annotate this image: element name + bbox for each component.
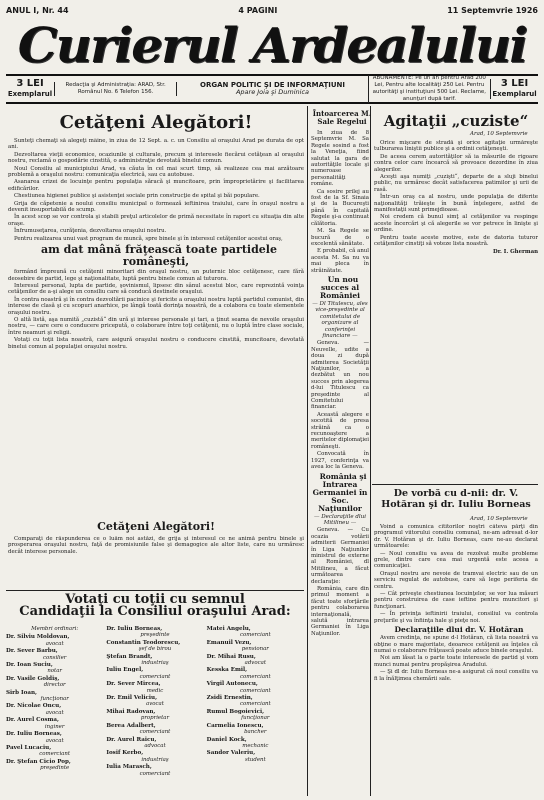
candidate-role: avocat bbox=[45, 709, 64, 716]
article-paragraph: — În privinţa ieftinirii traiului, consiliul va controla preţurile şi va înfiinţa hale şi pieţe noi. bbox=[374, 611, 538, 624]
candidates-list bbox=[6, 626, 304, 796]
candidate-role: notar bbox=[47, 668, 62, 675]
candidate-role: comerciant bbox=[139, 729, 171, 736]
redaction-info: Redacţia şi Administraţia: ARAD, Str. Românul No. 6 Telefon 156. bbox=[54, 82, 176, 96]
candidate-role: avocat bbox=[45, 737, 64, 744]
article-paragraph: Avem credinţa, ne spune d-l Hotăran, că lista noastră va obţine o mare majoritate, deoarece cetăţenii au înţeles că numai o colaborare frăţească poate aduce binele oraşului. bbox=[374, 635, 538, 654]
column-rule bbox=[370, 106, 371, 796]
article-subheading: Declaraţiile dlui dr. V. Hotăran bbox=[394, 625, 524, 635]
candidate-name: Dr. Aurel Raicu, bbox=[106, 736, 157, 743]
section-rule bbox=[6, 590, 304, 591]
candidates-title bbox=[6, 594, 304, 618]
candidate-role: pensionar bbox=[241, 646, 269, 653]
candidates-column-head: Membri ordinari: bbox=[31, 626, 79, 632]
candidate-role: proprietar bbox=[140, 715, 170, 722]
price-right bbox=[490, 79, 538, 99]
candidate-name: Daniel Kock, bbox=[206, 736, 247, 743]
candidate-name: Kesska Emil, bbox=[206, 667, 248, 674]
page-count: 4 PAGINI bbox=[238, 5, 278, 15]
candidate-name: Iuliu Engel, bbox=[106, 667, 144, 674]
article-paragraph: În contra noastră şi în contra dezvoltării pacinice şi fericite a oraşului nostru luptă partidul comunist, din interese de clasă şi cu scopuri anarhice, pe lângă toată dorinţa noastră, de a colabora cu toate elementele oraşului nostru. bbox=[8, 296, 304, 316]
article-signature: Dr. I. Gherman bbox=[493, 248, 538, 255]
article-paragraph: — Şi dl dr. Iuliu Borneas ne-a asigurat că noul consiliu va fi la înălţimea chemării sale. bbox=[374, 669, 538, 682]
candidate-name: Dr. Iuliu Borneas, bbox=[106, 626, 163, 632]
article-paragraph: De aceea cerem autorităţilor să ia măsurile de rigoare contra celor care încearcă să provoace dezordine în ziua alegerilor. bbox=[374, 153, 538, 173]
article-subheading-note: — Declaraţiile dlui Mitilineu — bbox=[313, 513, 366, 526]
second-headline: Cetăţeni Alegători! bbox=[97, 520, 215, 533]
second-article-body bbox=[8, 536, 304, 586]
article-paragraph: România, care din primul moment a făcut toate sforţările pentru colaborarea internaţională, salută intrarea Germaniei în Liga Naţiunilor. bbox=[311, 585, 369, 637]
candidate-role: comerciant bbox=[39, 751, 71, 758]
agitations-dateline: Arad, 10 Septemvrie bbox=[470, 131, 528, 137]
candidate-name: Sandor Valeriu, bbox=[206, 750, 256, 757]
candidate-role: industriaş bbox=[141, 756, 169, 763]
article-paragraph: Această alegere e socotită de presa străină ca o recunoaştere a meritelor diplomaţiei româneşti. bbox=[311, 411, 369, 450]
candidate-name: Dr. Sever Mircea, bbox=[106, 681, 161, 688]
article-paragraph: Geneva. — Cu ocazia votării admiterii Germaniei în Liga Naţiunilor ministrul de externe al României, dl Mitilineu, a făcut următoarea declaraţie: bbox=[311, 527, 369, 585]
candidate-role: inginer bbox=[44, 723, 65, 730]
price-left-unit: Exemplarul bbox=[7, 90, 53, 98]
main-article-body bbox=[8, 138, 304, 478]
article-paragraph: Chestiunea higienei publice şi asistenţei sociale prin construcţie de spital şi băi populare. bbox=[14, 193, 260, 200]
article-paragraph: Ca sosire prilej au fost de la Sf. Sinaia şi de la Bucureşti până în capitală Regele şi-a continuat călătoria. bbox=[311, 188, 369, 227]
candidate-role: industriaş bbox=[141, 660, 169, 667]
candidate-role: funcţionar bbox=[40, 696, 69, 703]
candidate-name: Iulia Marasch, bbox=[106, 764, 152, 771]
price-right-value: 3 LEI bbox=[500, 78, 529, 89]
candidate-role: avocat bbox=[146, 701, 164, 708]
candidate-role: comerciant bbox=[139, 770, 171, 777]
candidate-name: Emanuil Vezu, bbox=[206, 639, 252, 646]
newspaper-title: Curierul Ardealului bbox=[17, 16, 527, 74]
price-left-value: 3 LEI bbox=[16, 78, 44, 89]
interview-headline: De vorbă cu d-nii: dr. V. Hotăran şi dr. Iuliu Borneas bbox=[381, 488, 531, 510]
candidate-role: consilier bbox=[42, 654, 67, 661]
candidate-name: Ştefan Brandt, bbox=[106, 653, 153, 660]
appearance-label: Apare Joia şi Duminica bbox=[235, 88, 310, 96]
article-paragraph: O altă listă, aşa numită „cuzistă“ din ură şi interese personale şi tari, a ţinut seama de nevoile oraşului nostru, — care cere o conducere pricepută, o colaborare între toţi cetăţenii, nu o luptă între clase sociale, între neamuri şi religii. bbox=[8, 316, 304, 336]
article-paragraph: În acest scop se vor controla şi stabili preţul articolelor de primă necesitate în raport cu situaţia din alte oraşe. bbox=[8, 214, 304, 227]
candidate-name: Virgil Autonecu, bbox=[206, 681, 258, 688]
interview-dateline: Arad, 10 Septemvrie bbox=[470, 516, 528, 522]
candidate-name: Zsidi Ernestin, bbox=[206, 695, 253, 702]
candidate-role: preşedinte bbox=[40, 765, 70, 772]
article-paragraph: Noul Consiliu al municipiului Arad, va căuta în cel mai scurt timp, să realizeze cea mai arzătoare problemă a oraşului nostru: comunicaţia electrică, sau cu autobuse. bbox=[8, 165, 304, 179]
article-paragraph: Pentru realizarea unui vast program de muncă, spre binele şi în interesul cetăţenilor acestui oraş, bbox=[14, 235, 283, 242]
candidate-name: Berea Adalbert, bbox=[106, 722, 156, 729]
candidate-role: advocat bbox=[144, 742, 166, 749]
article-paragraph: Pentru toate aceste motive, este de datoria tuturor cetăţenilor cinstiţi să voteze lista noastră. bbox=[374, 234, 538, 248]
candidate-role: comerciant bbox=[239, 673, 271, 680]
agitations-headline: Agitaţii „cuziste“ bbox=[383, 112, 529, 130]
candidate-name: Constantin Teodorescu, bbox=[106, 639, 181, 646]
candidate-name: Rumul Bogoievici, bbox=[206, 708, 265, 715]
candidate-role: preşedinte bbox=[140, 632, 170, 639]
article-subheading: Un nou succes al României bbox=[320, 274, 360, 300]
top-line bbox=[6, 4, 538, 16]
candidate-name: Dr. Ştefan Cicio Pop, bbox=[6, 758, 71, 765]
article-subheading-note: — Dl Titulescu, ales vice-preşedinte al comitetului de organizare al conferinţei financiare — bbox=[312, 300, 368, 339]
candidate-role: comerciant bbox=[239, 632, 271, 639]
article-paragraph: Dezvoltarea vieţii economice, ocaziunile şi culturale, precum şi interesele fiecărui cetăţean al oraşului nostru, reclamă o gospodărie cinstită, o administraţie devotată binelui comun. bbox=[8, 151, 304, 165]
candidates-column bbox=[106, 626, 203, 796]
article-paragraph: Înfrumuseţarea, curăţenia, dezvoltarea oraşului nostru. bbox=[14, 228, 167, 235]
candidate-name: Matei Angelu, bbox=[206, 626, 251, 632]
article-paragraph: — Cât priveşte chestiunea locuinţelor, se vor lua măsuri pentru construirea de case ieftine pentru muncitori şi funcţionari. bbox=[374, 591, 538, 610]
candidate-role: şef de birou bbox=[138, 646, 172, 653]
article-paragraph: Într-un oraş ca al nostru, unde populaţia de diferite naţionalităţi trăieşte în bună înţelegere, astfel de manifestaţii sunt primejdioase. bbox=[374, 194, 538, 214]
candidate-name: Carmelia Ionescu, bbox=[206, 722, 264, 729]
main-headline: Cetăţeni Alegători! bbox=[59, 112, 253, 133]
article-paragraph: Geneva. — Neuvelle, udite a doua zi după admiterea Societăţii Naţiunilor, a dezbătut un nou succes prin alegerea d-lui Titulescu ca preşedinte al Comitetului financiar. bbox=[311, 340, 369, 411]
article-paragraph: Aceşti aşa numiţi „cuzişti“, departe de a sluji binelui public, nu urmăresc decât satisfacerea patimilor şi urii de rasă. bbox=[374, 174, 538, 193]
issue-number: ANUL I, Nr. 44 bbox=[6, 5, 69, 15]
candidate-name: Dr. Emil Veliciu, bbox=[106, 695, 158, 702]
article-paragraph: E probabil, că anul acesta M. Sa nu va mai pleca în străinătate. bbox=[311, 248, 369, 274]
column-rule bbox=[307, 106, 308, 796]
interview-body bbox=[374, 524, 538, 796]
candidate-role: director bbox=[43, 682, 66, 689]
article-paragraph: Oraşul nostru are nevoie de tramvai electric sau de un serviciu regulat de autobuse, care să lege periferia de centru. bbox=[374, 570, 538, 590]
candidate-role: funcţionar bbox=[241, 715, 270, 722]
candidates-title-line2: Candidaţii la Consiliul oraşului Arad: bbox=[19, 604, 291, 619]
issue-date: 11 Septemvrie 1926 bbox=[447, 5, 538, 15]
candidate-role: medic bbox=[146, 687, 164, 694]
article-subheading: am dat mână frăţească toate partidele româneşti, bbox=[41, 243, 277, 269]
price-left bbox=[6, 79, 54, 99]
subscription-info: ABONAMENTE: Pe un an pentru Arad 200 Lei, Pentru alte localităţi 250 Lei. Pentru autorităţi şi instituţiuni 500 Lei. Reclame, anunţuri după tarif. bbox=[368, 75, 490, 103]
candidate-name: Dr. Ioan Suciu, bbox=[6, 662, 53, 669]
organ-label: ORGAN POLITIC ŞI DE INFORMAŢIUNI bbox=[200, 81, 345, 89]
article-paragraph: formând împreună cu cetăţenii minoritari din oraşul nostru, un puternic bloc cetăţenesc, care fără deosebire de partid, lege şi naţionalitate, luptă pentru binele comun al tuturora. bbox=[8, 269, 304, 282]
article-paragraph: — Noul consiliu va avea de rezolvat multe probleme grele, dintre care cea mai urgentă este aceea a comunicaţiei. bbox=[374, 550, 538, 570]
candidate-name: Dr. Vasile Goldiş, bbox=[6, 675, 60, 682]
price-right-unit: Exemplarul bbox=[492, 90, 537, 98]
article-paragraph: Comparaţi de răspunderea ce o luăm noi astăzi, de grija şi interesul ce ne animă pentru binele şi prosperarea oraşului nostru, faţă de promisiunile false şi demagogice ale altor liste, care nu urmăresc decât interese personale. bbox=[8, 536, 304, 555]
candidates-column bbox=[6, 626, 103, 796]
candidate-role: advocat bbox=[244, 660, 266, 667]
candidate-name: Dr. Nicolae Oncu, bbox=[6, 703, 62, 710]
article-paragraph: Grija de căpetenie a noului consiliu municipal o formează ieftinirea traiului, care în oraşul nostru a devenit insuportabilă de scump. bbox=[8, 200, 304, 214]
article-paragraph: Asanarea crizei de locuinţe pentru populaţia săracă şi muncitoare, prin împroprietărire şi facilitarea edificărilor. bbox=[8, 179, 304, 192]
article-paragraph: În ziua de 8 Septemvrie M. Sa Regele sosind a fost la Veneţia, fiind salutat la gara de autorităţile locale şi numeroase personalităţi române. bbox=[311, 130, 369, 188]
article-paragraph: Votaţi cu toţii lista noastră, care asigură oraşului nostru o conducere cinstită, muncitoare, devotată binelui comun al populaţiei oraşului nostru. bbox=[8, 337, 304, 350]
article-paragraph: Noi credem că bunul simţ al cetăţenilor va respinge aceste încercări şi că alegerile se vor petrece în linişte şi ordine. bbox=[374, 214, 538, 234]
candidate-role: comerciant bbox=[239, 701, 271, 708]
article-paragraph: Noi am lăsat la o parte toate interesele de partid şi vom munci numai pentru propăşirea Aradului. bbox=[374, 655, 538, 668]
article-paragraph: Sunteţi chemaţi să alegeţi mâine, în ziua de 12 Sept. a. c. un Consiliu al oraşului Arad pe durata de opt ani. bbox=[8, 138, 304, 151]
candidate-name: Pavel Lucaciu, bbox=[6, 744, 52, 751]
candidate-name: Dr. Mihai Rusu, bbox=[206, 653, 256, 660]
candidate-name: Dr. Silviu Moldovan, bbox=[6, 634, 70, 641]
article-paragraph: Orice mişcare de stradă şi orice agitaţie urmăreşte tulburarea liniştii publice şi a ordinii cetăţeneşti. bbox=[374, 140, 538, 153]
candidate-name: Dr. Sever Barbu, bbox=[6, 648, 58, 655]
organ-info bbox=[176, 82, 367, 96]
candidate-name: Mihai Radovan, bbox=[106, 708, 156, 715]
article-paragraph: Interesul personal, lupta de partide, şovinismul, lipsesc din sânul acestui bloc, care reprezintă voinţa cetăţenilor de a-şi alege un consiliu care să conducă destinele oraşului. bbox=[8, 282, 304, 296]
candidate-role: comerciant bbox=[239, 687, 271, 694]
candidate-role: bancher bbox=[244, 729, 267, 736]
article-paragraph: Convocată în 1927, conferinţa va avea loc la Geneva. bbox=[311, 451, 369, 471]
candidate-role: mechanic bbox=[242, 742, 269, 749]
middle-headline: Întoarcerea M. Sale Regelui bbox=[312, 109, 372, 126]
article-paragraph: M. Sa Regele se bucură de o excelentă sănătate. bbox=[311, 228, 369, 247]
candidate-role: student bbox=[244, 756, 266, 763]
article-subheading: România şi Intrarea Germaniei în Soc. Naţiunilor bbox=[312, 471, 368, 513]
candidate-role: avocat bbox=[45, 640, 64, 647]
candidate-name: Sirb Ioan, bbox=[6, 689, 37, 696]
candidate-name: Dr. Iuliu Borneas, bbox=[6, 731, 62, 738]
candidate-name: Iosif Kerbo, bbox=[106, 750, 144, 757]
candidates-column bbox=[207, 626, 304, 796]
candidates-title-line1: Votaţi cu toţii cu semnul bbox=[65, 592, 245, 607]
candidate-name: Dr. Aurel Cosma, bbox=[6, 717, 59, 724]
section-rule bbox=[372, 484, 538, 485]
agitations-body bbox=[374, 140, 538, 480]
article-paragraph: Voind a comunica cititorilor noştri câteva părţi din programul viitorului consiliu comunal, ne-am adresat d-lor dr. V. Hotăran şi dr. Iuliu Borneas, care ne-au declarat următoarele: bbox=[374, 524, 538, 550]
candidate-role: comerciant bbox=[139, 673, 171, 680]
masthead bbox=[6, 16, 538, 74]
subheader-bar bbox=[6, 74, 538, 104]
middle-column-body bbox=[311, 130, 369, 796]
